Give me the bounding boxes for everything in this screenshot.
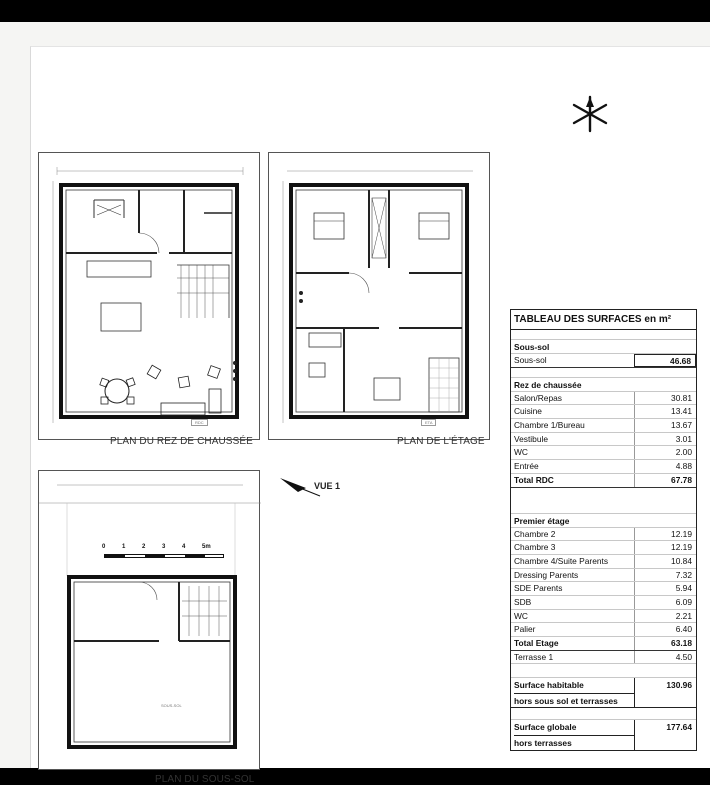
row-value: 30.81: [634, 392, 696, 405]
table-row: [511, 651, 696, 665]
row-value: 3.01: [634, 433, 696, 446]
row-label: SDE Parents: [514, 583, 563, 594]
row-value: 46.68: [634, 354, 696, 367]
row-label: Chambre 2: [514, 528, 556, 539]
row-value: 6.09: [634, 596, 696, 609]
plan-sous-sol: [38, 470, 260, 770]
row-value: 6.40: [634, 623, 696, 636]
plan-sous-sol-caption: PLAN DU SOUS-SOL: [155, 774, 255, 785]
table-row: [511, 596, 696, 610]
row-label: WC: [514, 447, 528, 458]
scale-tick: 4: [182, 544, 186, 550]
row-label: Chambre 4/Suite Parents: [514, 555, 609, 566]
row-label: Palier: [514, 624, 536, 635]
row-value: 2.21: [634, 610, 696, 623]
row-value: 12.19: [634, 541, 696, 554]
table-row: [511, 446, 696, 460]
row-label-group: [511, 678, 634, 707]
plan-stamp: ETA: [421, 419, 436, 426]
row-label: Total RDC: [514, 474, 554, 485]
sous-sol-room-label: SOUS-SOL: [161, 703, 182, 708]
globale-total: [511, 720, 696, 750]
row-value: 4.50: [634, 651, 696, 664]
table-row: [511, 419, 696, 433]
row-label: Sous-sol: [514, 355, 547, 365]
table-row: [511, 528, 696, 542]
row-value: 7.32: [634, 569, 696, 582]
row-label: hors terrasses: [514, 735, 634, 750]
row-label-group: [511, 720, 634, 750]
scale-tick: 5m: [202, 544, 211, 550]
row-label: Entrée: [514, 461, 539, 472]
scale-tick: 3: [162, 544, 166, 550]
total-row: [511, 474, 696, 488]
row-label: Terrasse 1: [514, 651, 554, 662]
table-row: [511, 405, 696, 419]
section-header-rdc: Rez de chaussée: [511, 378, 696, 392]
section-header-etage: Premier étage: [511, 514, 696, 528]
table-row: [511, 582, 696, 596]
section-header-sous-sol: Sous-sol: [511, 340, 696, 354]
row-value: 13.67: [634, 419, 696, 432]
view-label: VUE 1: [314, 481, 341, 491]
row-value: 12.19: [634, 528, 696, 541]
plan-rdc-caption: PLAN DU REZ DE CHAUSSÉE: [110, 436, 253, 447]
row-label: SDB: [514, 596, 532, 607]
row-label: Total Etage: [514, 638, 559, 648]
row-value: 10.84: [634, 555, 696, 568]
surface-table-title: TABLEAU DES SURFACES en m²: [511, 310, 696, 330]
row-value: 4.88: [634, 460, 696, 473]
row-label: Chambre 1/Bureau: [514, 420, 585, 431]
row-label: WC: [514, 610, 528, 621]
row-value: 63.18: [634, 637, 696, 650]
row-label: Dressing Parents: [514, 569, 579, 580]
row-label: hors sous sol et terrasses: [514, 693, 634, 708]
table-row: [511, 460, 696, 474]
row-label: Cuisine: [514, 406, 542, 417]
plan-rdc: [38, 152, 260, 440]
scale-bar: [100, 542, 230, 566]
table-row: [511, 541, 696, 555]
row-label: Surface habitable: [514, 680, 584, 691]
document-sheet: [0, 22, 710, 785]
row-label: Vestibule: [514, 433, 548, 444]
plan-etage: [268, 152, 490, 440]
north-arrow-icon: [570, 94, 610, 134]
table-row: [511, 354, 696, 368]
plan-etage-caption: PLAN DE L'ÉTAGE: [397, 436, 485, 447]
table-row: [511, 610, 696, 624]
row-value: 13.41: [634, 405, 696, 418]
row-label: Chambre 3: [514, 542, 556, 553]
plan-stamp: RDC: [191, 419, 208, 426]
table-row: [511, 623, 696, 637]
row-value: 5.94: [634, 582, 696, 595]
row-value: 67.78: [634, 474, 696, 487]
row-value: 177.64: [634, 720, 696, 750]
scale-tick: 0: [102, 544, 106, 550]
table-row: [511, 569, 696, 583]
row-value: 2.00: [634, 446, 696, 459]
table-row: [511, 555, 696, 569]
habitable-total: [511, 678, 696, 708]
row-label: Surface globale: [514, 722, 577, 733]
total-row: [511, 637, 696, 651]
surface-table: [510, 309, 697, 751]
table-row: [511, 433, 696, 447]
scale-tick: 1: [122, 544, 126, 550]
row-label: Salon/Repas: [514, 392, 562, 403]
scale-tick: 2: [142, 544, 146, 550]
table-row: [511, 392, 696, 406]
row-value: 130.96: [634, 678, 696, 707]
